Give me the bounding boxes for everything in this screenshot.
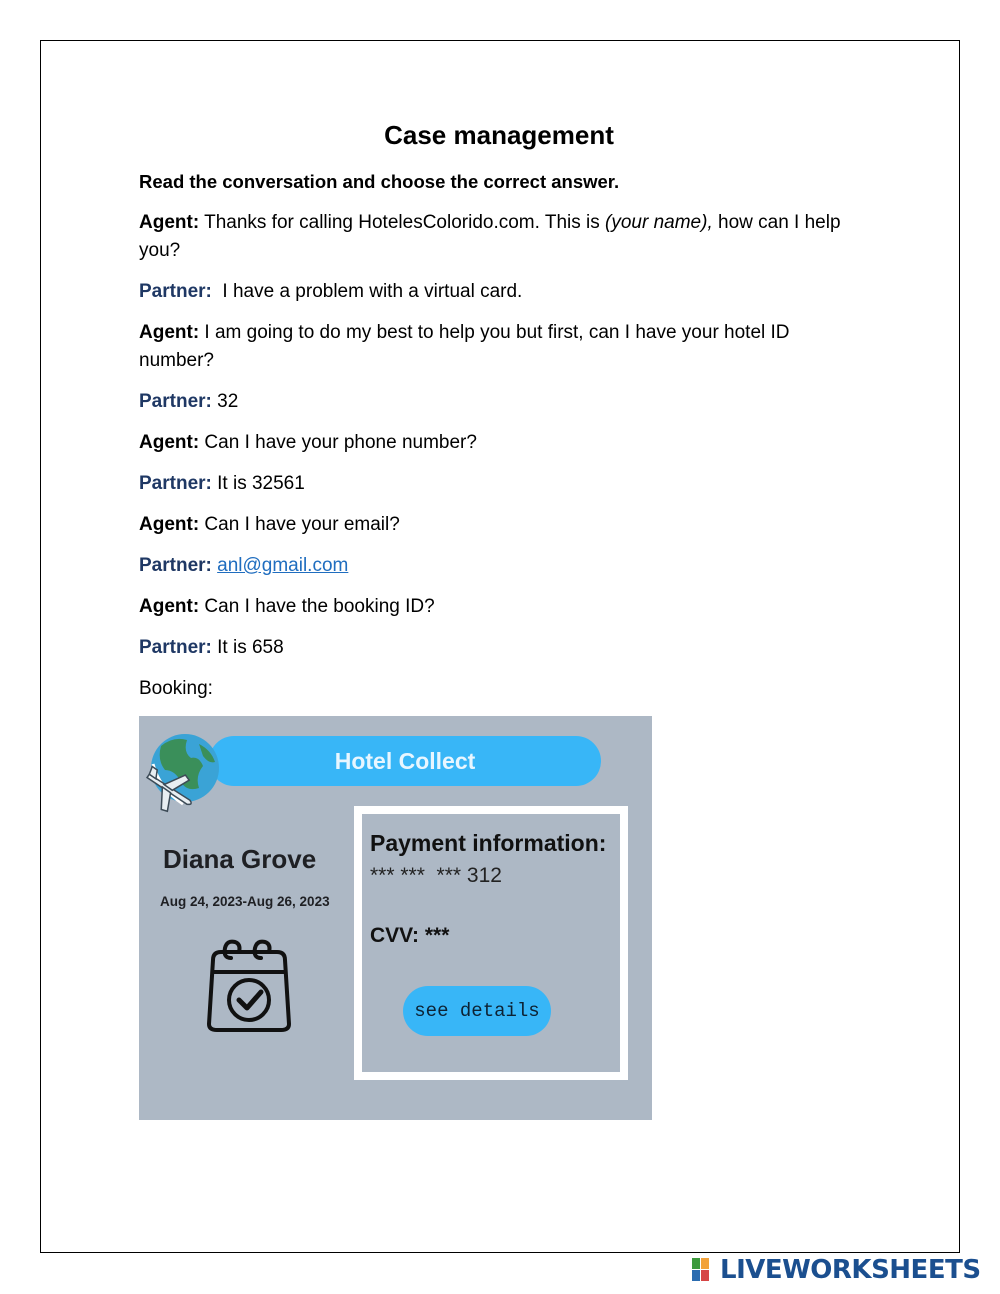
cvv-value: CVV: *** [370,924,450,947]
dialogue-line [139,209,859,265]
speaker-label: Agent: [139,596,200,617]
banner-title: Hotel Collect [334,748,476,774]
dialogue-line [139,634,859,662]
instruction-text: Read the conversation and choose the correct answer. [139,171,620,192]
dialogue-text: how can I help you? [139,212,841,261]
brand-name: LIVEWORKSHEETS [720,1255,981,1285]
dialogue-text: I have a problem with a virtual card. [211,281,523,302]
dialogue-line [139,278,859,306]
dialogue-line [139,511,859,539]
speaker-label: Partner: [139,391,212,412]
dialogue-emphasis: (your name), [605,212,713,233]
page-title: Case management [384,120,614,150]
speaker-label: Agent: [139,514,200,535]
speaker-label: Partner: [139,281,212,302]
dialogue-line [139,388,859,416]
speaker-label: Agent: [139,322,200,343]
payment-info-box [354,806,628,1080]
payment-title: Payment information: [370,830,607,856]
speaker-label: Agent: [139,432,200,453]
dialogue-line [139,470,859,498]
dialogue-text: It is 658 [211,637,284,658]
guest-name: Diana Grove [163,844,317,874]
dialogue-line [139,593,859,621]
dialogue-text: Can I have your email? [199,514,400,535]
speaker-label: Partner: [139,637,212,658]
dialogue-line [139,552,859,580]
liveworksheets-logo[interactable] [692,1256,981,1284]
dialogue-text: It is 32561 [211,473,305,494]
hotel-collect-banner [209,736,601,786]
card-number: *** *** *** 312 [370,864,502,887]
speaker-label: Agent: [139,212,200,233]
speaker-label: Partner: [139,473,212,494]
dialogue-line [139,319,859,375]
dialogue-text: Can I have your phone number? [199,432,477,453]
calendar-check-icon [201,938,297,1034]
dialogue-text: Thanks for calling HotelesColorido.com. This is [199,212,606,233]
dialogue-text: 32 [211,391,239,412]
dialogue-text: Can I have the booking ID? [199,596,435,617]
globe-plane-icon [139,726,223,818]
booking-label: Booking: [139,678,213,699]
stay-dates: Aug 24, 2023-Aug 26, 2023 [160,894,330,909]
speaker-label: Partner: [139,555,212,576]
dialogue-text: I am going to do my best to help you but first, can I have your hotel ID number? [139,322,790,371]
see-details-button[interactable]: see details [403,986,551,1036]
booking-card [139,716,652,1120]
email-link[interactable]: anl@gmail.com [217,555,349,576]
liveworksheets-logo-icon [692,1258,718,1282]
dialogue-line [139,429,859,457]
